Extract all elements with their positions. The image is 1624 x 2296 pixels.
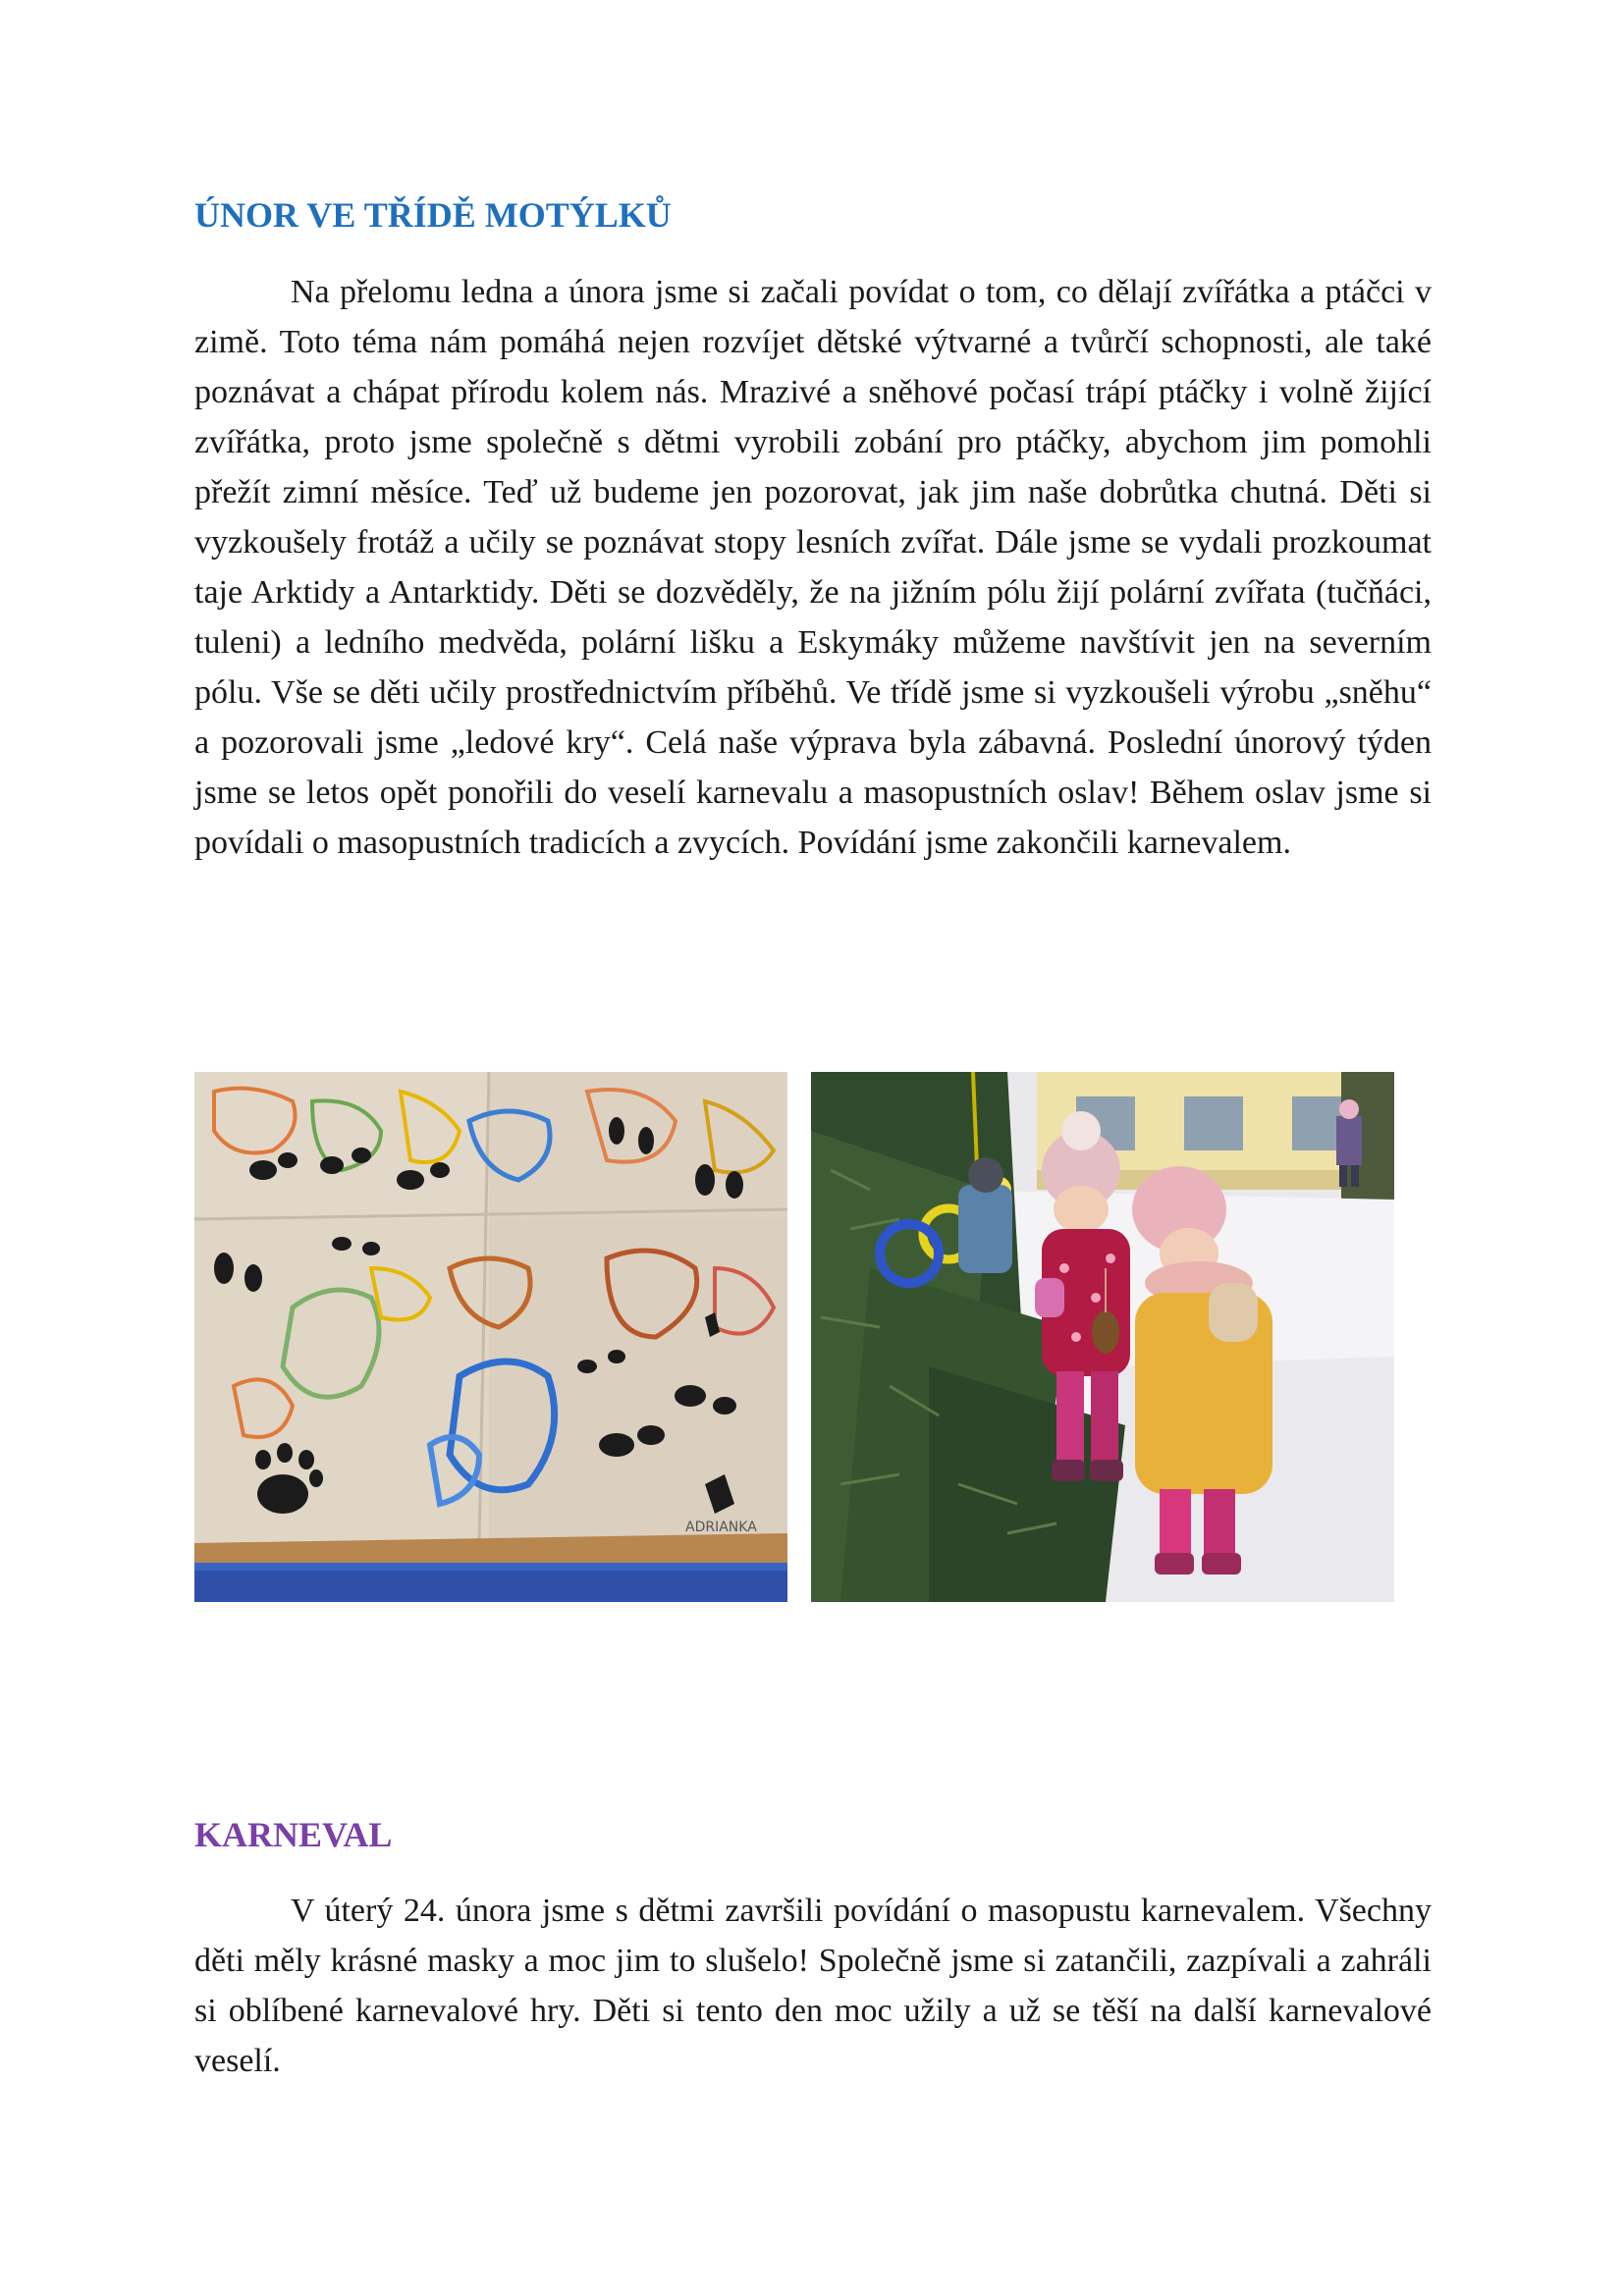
photo-frottage-image [194, 1072, 787, 1602]
section-title-unor: ÚNOR VE TŘÍDĚ MOTÝLKŮ [194, 195, 672, 235]
photo-children-image [811, 1072, 1394, 1602]
section-paragraph-unor: Na přelomu ledna a února jsme si začali povídat o tom, co dělají zvířátka a ptáčci v zimě. Toto téma nám pomáhá nejen rozvíjet dětské výtvarné a tvůrčí schopnosti, ale také poznávat a chápat přírodu kolem nás. Mrazivé a sněhové počasí trápí ptáčky i volně žijící zvířátka, proto jsme společně s dětmi vyrobili zobání pro ptáčky, abychom jim pomohli přežít zimní měsíce. Teď už budeme jen pozorovat, jak jim naše dobrůtka chutná. Děti si vyzkoušely frotáž a učily se poznávat stopy lesních zvířat. Dále jsme se vydali prozkoumat taje Arktidy a Antarktidy. Děti se dozvěděly, že na jižním pólu žijí polární zvířata (tučňáci, tuleni) a ledního medvěda, polární lišku a Eskymáky můžeme navštívit jen na severním pólu. Vše se děti učily prostřednictvím příběhů. Ve třídě jsme si vyzkoušeli výrobu „sněhu“ a pozorovali jsme „ledové kry“. Celá naše výprava byla zábavná. Poslední únorový týden jsme se letos opět ponořili do veselí karnevalu a masopustních oslav! Během oslav jsme si povídali o masopustních tradicích a zvycích. Povídání jsme zakončili karnevalem. [194, 274, 1432, 861]
photo-children-bird-feeder [811, 1072, 1394, 1602]
section-paragraph-karneval: V úterý 24. února jsme s dětmi završili povídání o masopustu karnevalem. Všechny děti měly krásné masky a moc jim to slušelo! Společně jsme si zatančili, zazpívali a zahráli si oblíbené karnevalové hry. Děti si tento den moc užily a už se těší na další karnevalové veselí. [194, 1893, 1432, 2079]
photo-signature: ADRIANKA [685, 1520, 757, 1535]
photo-frottage-tracks [194, 1072, 787, 1602]
section-title-karneval: KARNEVAL [194, 1815, 393, 1854]
